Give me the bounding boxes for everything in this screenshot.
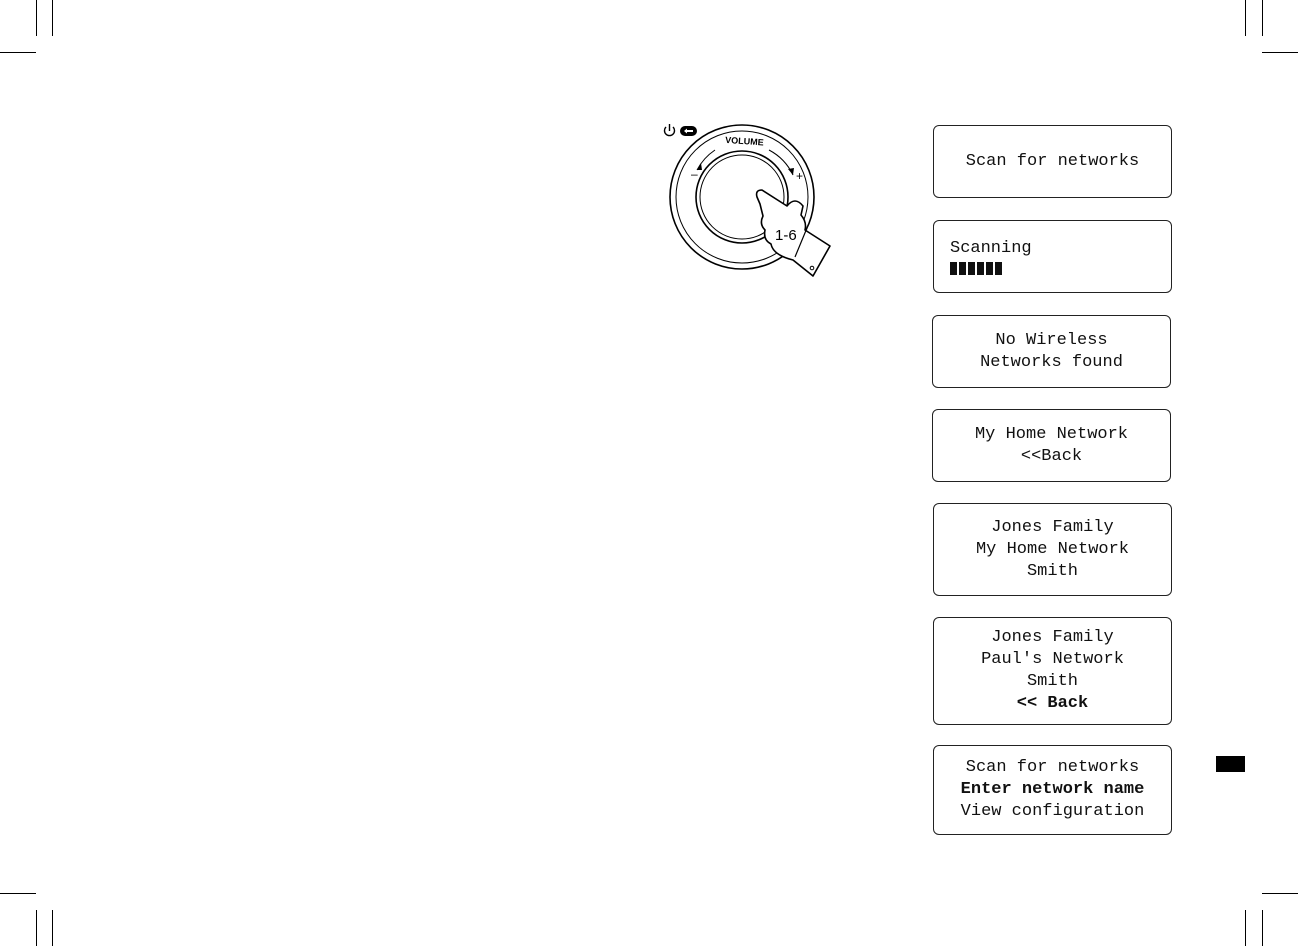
- back-icon: [680, 126, 697, 136]
- step-label: 1-6: [775, 227, 797, 244]
- lcd-network-list: [933, 503, 1172, 596]
- volume-label: VOLUME: [724, 134, 765, 148]
- crop-mark: [1262, 52, 1298, 53]
- lcd-line: Networks found: [980, 352, 1123, 372]
- crop-mark: [1262, 0, 1263, 36]
- lcd-line: No Wireless: [995, 330, 1108, 350]
- crop-mark: [36, 0, 37, 36]
- lcd-line-selected: Enter network name: [960, 780, 1145, 799]
- progress-segment: [995, 262, 1002, 275]
- lcd-line: Smith: [1026, 561, 1078, 581]
- crop-mark: [36, 910, 37, 946]
- lcd-no-networks: [932, 315, 1171, 388]
- minus-label: –: [691, 167, 698, 181]
- lcd-line: Jones Family: [991, 628, 1114, 647]
- crop-mark: [1262, 893, 1298, 894]
- lcd-line: My Home Network: [975, 539, 1130, 559]
- lcd-home-network: [932, 409, 1171, 482]
- progress-segment: [968, 262, 975, 275]
- volume-dial-illustration: [655, 120, 840, 280]
- crop-mark: [0, 893, 36, 894]
- lcd-line: <<Back: [1020, 446, 1083, 466]
- crop-mark: [0, 52, 36, 53]
- lcd-line: Smith: [1026, 672, 1078, 691]
- lcd-line: Paul's Network: [981, 650, 1124, 669]
- progress-segment: [959, 262, 966, 275]
- lcd-line: Scan for networks: [965, 758, 1140, 777]
- lcd-line: My Home Network: [974, 424, 1129, 444]
- plus-label: +: [796, 169, 804, 183]
- power-icon: [665, 124, 675, 136]
- section-tab-marker: [1216, 756, 1245, 772]
- progress-segment: [950, 262, 957, 275]
- crop-mark: [52, 0, 53, 36]
- crop-mark: [1262, 910, 1263, 946]
- lcd-scanning: [933, 220, 1172, 293]
- lcd-scan-for-networks: [933, 125, 1172, 198]
- crop-mark: [52, 910, 53, 946]
- progress-bar: [950, 262, 1171, 275]
- lcd-line-selected: << Back: [1016, 694, 1089, 713]
- crop-mark: [1245, 910, 1246, 946]
- lcd-network-list-back: [933, 617, 1172, 725]
- progress-segment: [986, 262, 993, 275]
- lcd-line: Jones Family: [991, 517, 1114, 537]
- lcd-network-menu: [933, 745, 1172, 835]
- lcd-line: Scanning: [950, 239, 1032, 258]
- crop-mark: [1245, 0, 1246, 36]
- lcd-line: Scan for networks: [965, 151, 1140, 171]
- lcd-line: View configuration: [960, 802, 1145, 821]
- progress-segment: [977, 262, 984, 275]
